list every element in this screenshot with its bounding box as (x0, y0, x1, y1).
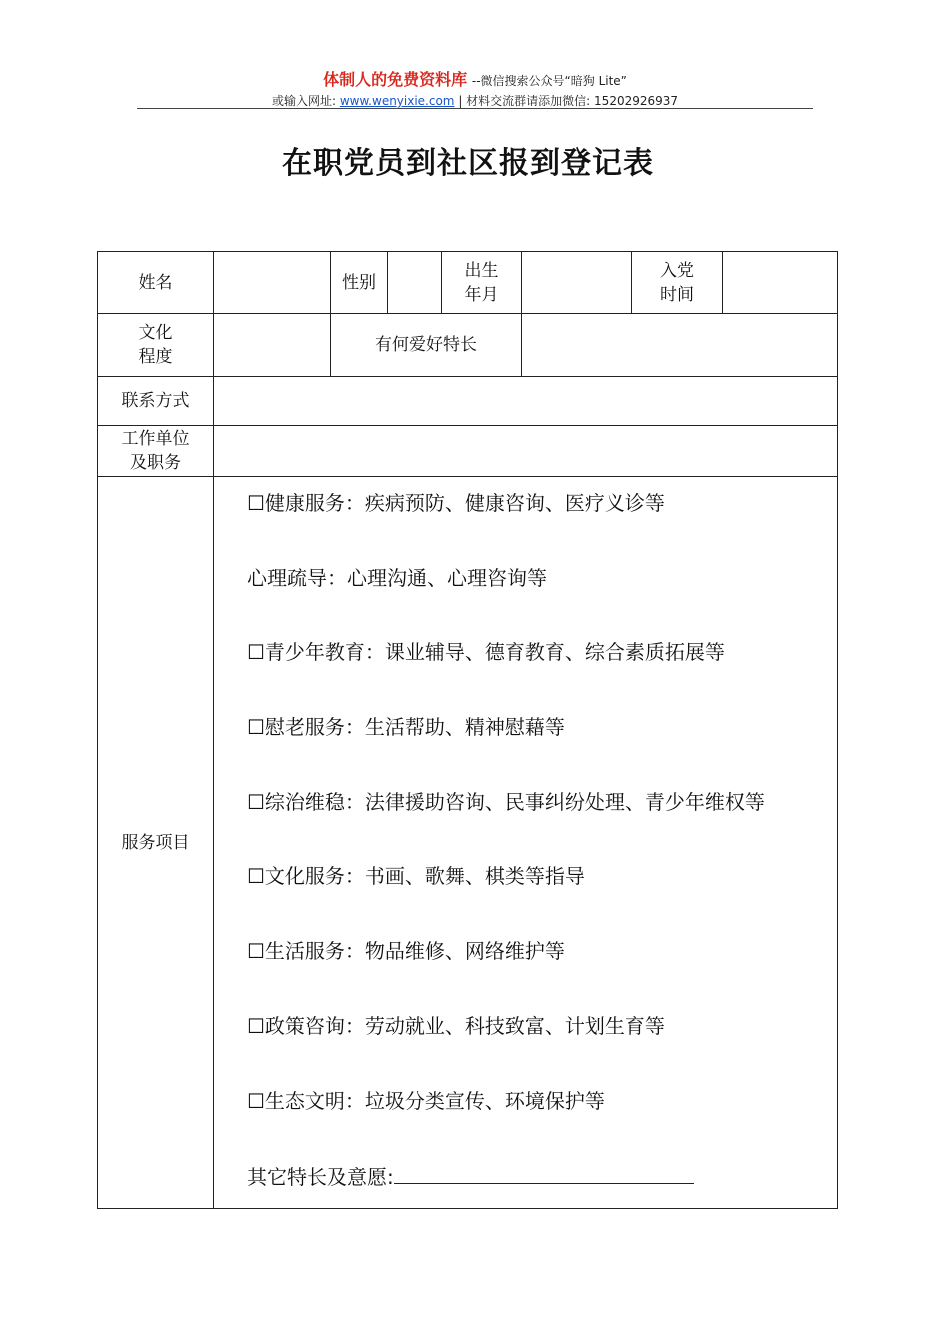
service-elderly-care[interactable]: ☐慰老服务：生活帮助、精神慰藉等 (247, 715, 565, 740)
page-title: 在职党员到社区报到登记表 (282, 146, 654, 181)
join-date-label: 入党 时间 (632, 252, 723, 314)
hobby-field[interactable] (522, 314, 838, 377)
services-cell (214, 477, 838, 1209)
gender-label: 性别 (331, 252, 388, 314)
other-wishes-field[interactable] (394, 1161, 694, 1184)
header-subtitle: --微信搜索公众号“暗狗 Lite” (471, 74, 627, 88)
name-field[interactable] (214, 252, 331, 314)
header-divider (137, 108, 813, 109)
other-wishes (247, 1161, 837, 1191)
contact-field[interactable] (214, 377, 838, 426)
registration-form (97, 251, 838, 1209)
contact-label: 联系方式 (98, 377, 214, 426)
hobby-label: 有何爱好特长 (331, 314, 522, 377)
service-health[interactable]: ☐健康服务：疾病预防、健康咨询、医疗义诊等 (247, 491, 665, 515)
service-youth-education[interactable]: ☐青少年教育：课业辅导、德育教育、综合素质拓展等 (247, 640, 725, 665)
service-culture[interactable]: ☐文化服务：书画、歌舞、棋类等指导 (247, 864, 585, 889)
join-date-field[interactable] (723, 252, 838, 314)
service-ecology[interactable]: ☐生态文明：垃圾分类宣传、环境保护等 (247, 1088, 605, 1113)
work-field[interactable] (214, 426, 838, 477)
work-label: 工作单位 及职务 (98, 426, 214, 477)
education-field[interactable] (214, 314, 331, 377)
service-policy[interactable]: ☐政策咨询：劳动就业、科技致富、计划生育等 (247, 1013, 665, 1038)
other-wishes-label: 其它特长及意愿: (247, 1165, 394, 1190)
header-line1 (0, 70, 950, 91)
birth-field[interactable] (522, 252, 632, 314)
website-link[interactable]: www.wenyixie.com (339, 94, 455, 108)
birth-label: 出生 年月 (442, 252, 522, 314)
page-header (0, 70, 950, 110)
education-label: 文化 程度 (98, 314, 214, 377)
name-label: 姓名 (98, 252, 214, 314)
service-stability[interactable]: ☐综治维稳：法律援助咨询、民事纠纷处理、青少年维权等 (247, 789, 765, 814)
header-prefix: 或输入网址: (271, 94, 337, 108)
gender-field[interactable] (388, 252, 442, 314)
services-list (214, 477, 837, 1191)
header-suffix: | 材料交流群请添加微信: 15202926937 (458, 94, 679, 108)
brand-text: 体制人的免费资料库 (323, 70, 468, 89)
services-label: 服务项目 (98, 477, 214, 1209)
service-daily-life[interactable]: ☐生活服务：物品维修、网络维护等 (247, 939, 565, 964)
service-counseling[interactable]: 心理疏导：心理沟通、心理咨询等 (247, 565, 547, 590)
